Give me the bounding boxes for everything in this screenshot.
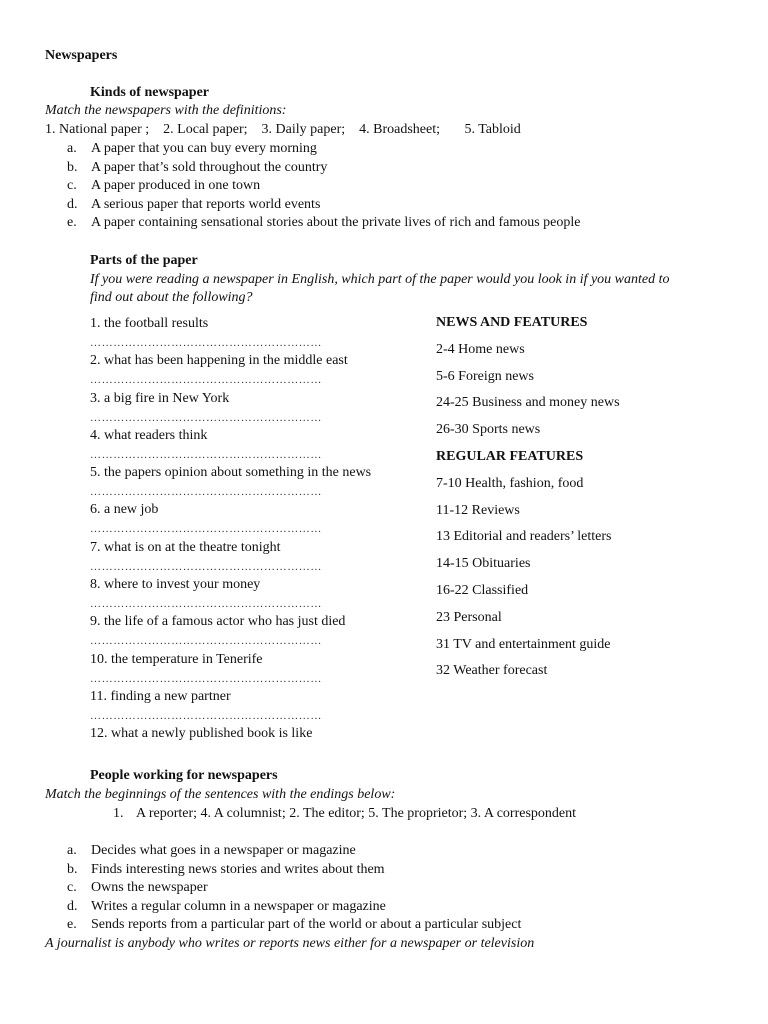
answer-blank[interactable]: ……………………………………………………: [90, 635, 322, 648]
item-marker: e.: [67, 917, 77, 933]
item-text: Decides what goes in a newspaper or magazine: [91, 843, 356, 858]
item-text: A paper produced in one town: [91, 178, 261, 194]
item-text: A paper that’s sold throughout the country: [91, 159, 328, 175]
parts-heading: Parts of the paper: [90, 253, 198, 268]
list-item: [67, 861, 521, 880]
question-text: 5. the papers opinion about something in the news: [90, 465, 372, 481]
item-text: Finds interesting news stories and writes about them: [91, 861, 385, 877]
item-text: Owns the newspaper: [91, 880, 208, 896]
list-item: [67, 842, 521, 861]
question-text: 11. finding a new partner: [90, 688, 231, 704]
question-row: [90, 688, 410, 725]
people-definitions-list: [67, 842, 521, 935]
item-marker: e.: [67, 215, 77, 231]
questions-column: [90, 315, 410, 763]
item-marker: a.: [67, 141, 77, 156]
journalist-note: A journalist is anybody who writes or reports news either for a newspaper or television: [45, 936, 535, 951]
news-features-heading: NEWS AND FEATURES: [436, 315, 588, 330]
question-row: [90, 464, 410, 501]
section-item: 16-22 Classified: [436, 582, 529, 598]
item-marker: b.: [67, 861, 78, 877]
parts-instruction-line1: If you were reading a newspaper in English, which part of the paper would you look in if you wanted to: [90, 272, 670, 287]
paper-sections-column: [436, 314, 620, 689]
question-text: 6. a new job: [90, 502, 159, 518]
answer-blank[interactable]: ……………………………………………………: [90, 709, 322, 722]
people-heading: People working for newspapers: [90, 768, 278, 783]
people-instruction: Match the beginnings of the sentences with the endings below:: [45, 787, 396, 802]
list-item: [67, 177, 580, 196]
item-text: A paper containing sensational stories about the private lives of rich and famous people: [91, 215, 581, 231]
question-row: [90, 352, 410, 389]
item-text: Sends reports from a particular part of the world or about a particular subject: [91, 917, 522, 933]
question-text: 3. a big fire in New York: [90, 390, 230, 406]
section-item: 11-12 Reviews: [436, 502, 520, 518]
list-item: [67, 916, 521, 935]
question-text: 8. where to invest your money: [90, 577, 261, 593]
item-marker: c.: [67, 880, 77, 896]
people-options: A reporter; 4. A columnist; 2. The editor; 5. The proprietor; 3. A correspondent: [136, 806, 577, 821]
section-item: 13 Editorial and readers’ letters: [436, 529, 612, 545]
list-item: [67, 898, 521, 917]
question-row: [90, 315, 410, 352]
question-row: [90, 576, 410, 613]
answer-blank[interactable]: ……………………………………………………: [90, 411, 322, 424]
kinds-definitions-list: [67, 140, 580, 233]
section-item: 32 Weather forecast: [436, 663, 548, 679]
section-item: 24-25 Business and money news: [436, 395, 620, 411]
parts-instruction-line2: find out about the following?: [90, 290, 253, 305]
answer-blank[interactable]: ……………………………………………………: [90, 374, 322, 387]
section-item: 14-15 Obituaries: [436, 556, 531, 572]
item-text: A paper that you can buy every morning: [91, 141, 317, 156]
kinds-heading: Kinds of newspaper: [90, 85, 210, 100]
question-row: [90, 613, 410, 650]
section-item: 23 Personal: [436, 609, 502, 625]
section-item: 7-10 Health, fashion, food: [436, 475, 584, 491]
question-text: 1. the football results: [90, 316, 209, 331]
item-text: Writes a regular column in a newspaper or magazine: [91, 898, 386, 914]
item-marker: b.: [67, 159, 78, 175]
question-text: 12. what a newly published book is like: [90, 726, 313, 742]
people-options-marker: 1.: [113, 806, 124, 821]
answer-blank[interactable]: ……………………………………………………: [90, 560, 322, 573]
section-item: 2-4 Home news: [436, 341, 525, 357]
item-marker: d.: [67, 196, 78, 212]
question-row: [90, 501, 410, 538]
item-marker: d.: [67, 898, 78, 914]
question-text: 10. the temperature in Tenerife: [90, 651, 263, 667]
list-item: [67, 140, 580, 159]
item-marker: a.: [67, 843, 77, 858]
question-text: 4. what readers think: [90, 427, 208, 443]
answer-blank[interactable]: ……………………………………………………: [90, 523, 322, 536]
kinds-instruction: Match the newspapers with the definitions:: [45, 103, 287, 118]
list-item: [67, 214, 580, 233]
question-text: 9. the life of a famous actor who has just died: [90, 614, 346, 630]
answer-blank[interactable]: ……………………………………………………: [90, 598, 322, 611]
list-item: [67, 879, 521, 898]
list-item: [67, 196, 580, 215]
regular-features-heading: REGULAR FEATURES: [436, 448, 584, 464]
answer-blank[interactable]: ……………………………………………………: [90, 672, 322, 685]
question-row: [90, 390, 410, 427]
section-item: 26-30 Sports news: [436, 422, 541, 438]
item-marker: c.: [67, 178, 77, 194]
question-row: [90, 539, 410, 576]
question-text: 2. what has been happening in the middle east: [90, 353, 348, 369]
answer-blank[interactable]: ……………………………………………………: [90, 448, 322, 461]
question-row: [90, 427, 410, 464]
list-item: [67, 159, 580, 178]
page-title: Newspapers: [45, 48, 118, 63]
section-item: 31 TV and entertainment guide: [436, 636, 611, 652]
kinds-options: 1. National paper ; 2. Local paper; 3. Daily paper; 4. Broadsheet; 5. Tabloid: [45, 122, 521, 137]
item-text: A serious paper that reports world events: [91, 196, 321, 212]
answer-blank[interactable]: ……………………………………………………: [90, 337, 322, 349]
question-row: [90, 725, 410, 762]
question-text: 7. what is on at the theatre tonight: [90, 539, 281, 555]
question-row: [90, 651, 410, 688]
answer-blank[interactable]: ……………………………………………………: [90, 486, 322, 499]
section-item: 5-6 Foreign news: [436, 368, 534, 384]
